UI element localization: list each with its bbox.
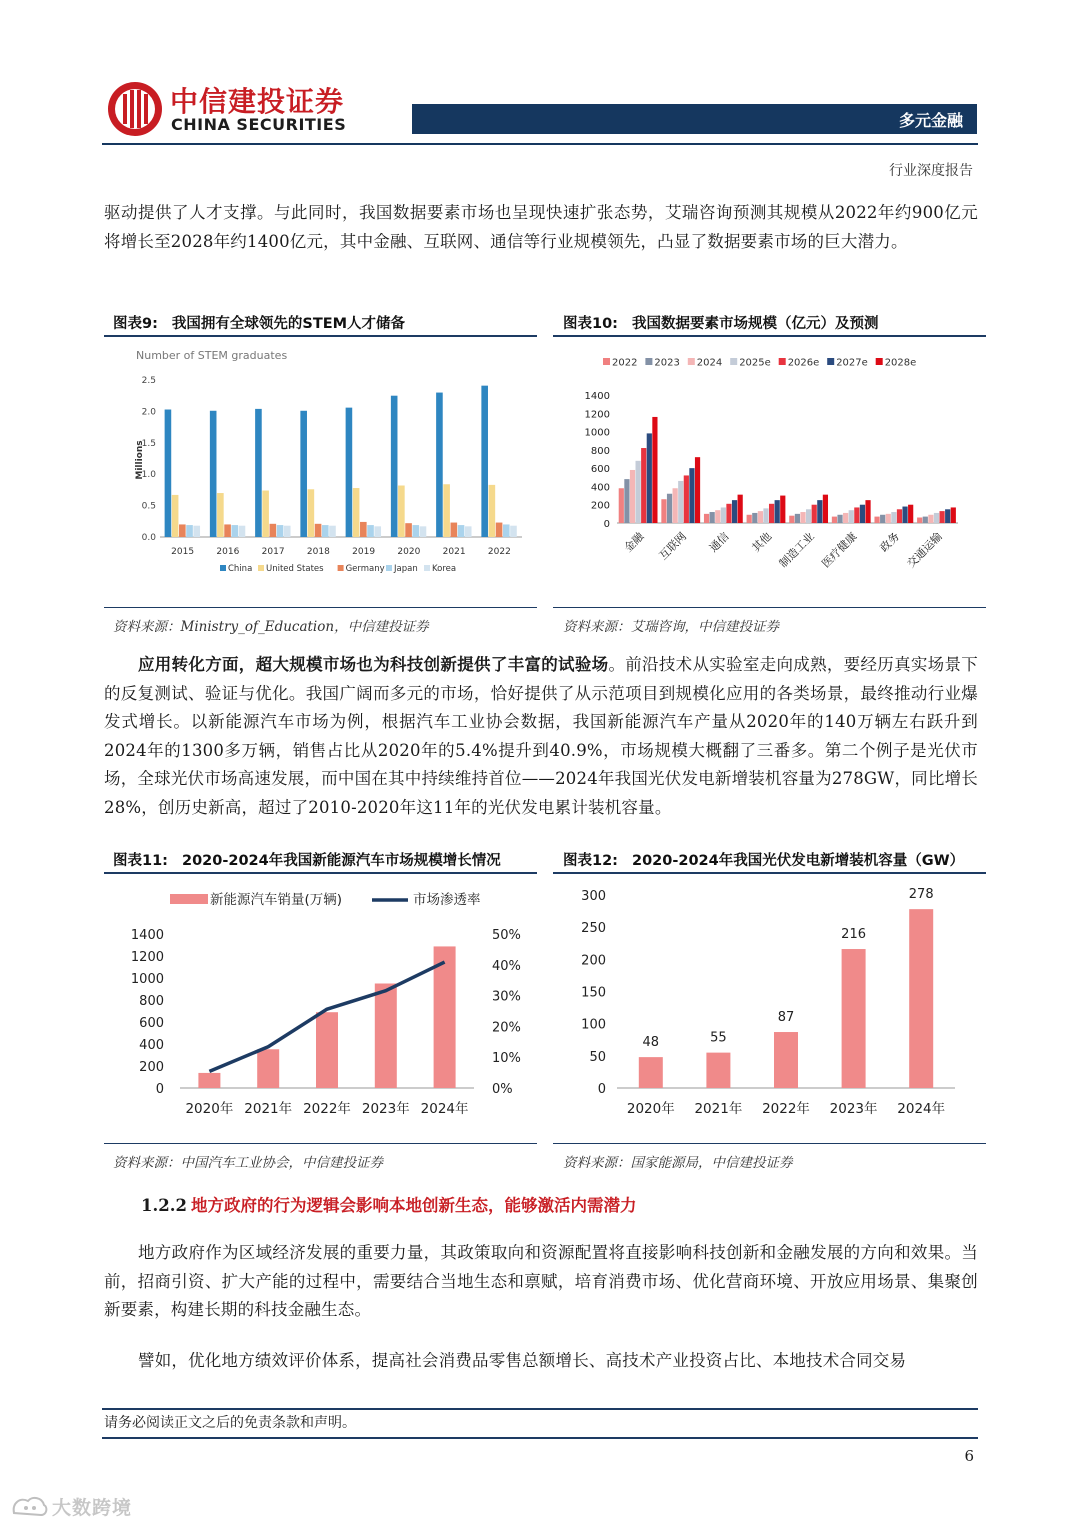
bar-2025e bbox=[763, 508, 768, 523]
legend-label: 2027e bbox=[836, 357, 868, 369]
bar-germany bbox=[315, 524, 322, 537]
y-tick-label: 1.0 bbox=[141, 470, 156, 481]
bar-2028e bbox=[695, 457, 700, 523]
bar-korea bbox=[329, 526, 336, 537]
bar-pv-capacity bbox=[774, 1032, 798, 1088]
bar-2024 bbox=[886, 514, 891, 523]
bar-korea bbox=[465, 526, 472, 537]
x-tick-label: 2021年 bbox=[694, 1101, 743, 1117]
y-tick-label: 1400 bbox=[130, 928, 164, 943]
x-tick-label: 政务 bbox=[877, 529, 903, 555]
bar-japan bbox=[412, 525, 419, 537]
report-type: 行业深度报告 bbox=[889, 163, 973, 179]
bar-pv-capacity bbox=[909, 909, 933, 1088]
y-tick-label: 800 bbox=[590, 445, 610, 457]
legend-label: 2024 bbox=[696, 357, 723, 369]
bar-2023 bbox=[710, 512, 715, 523]
x-tick-label: 2023年 bbox=[829, 1101, 878, 1117]
legend-swatch-bar bbox=[170, 894, 208, 904]
y-tick-label: 200 bbox=[139, 1060, 164, 1075]
bar-2028e bbox=[823, 495, 828, 523]
bar-2025e bbox=[721, 507, 726, 523]
x-tick-label: 2017 bbox=[261, 547, 285, 557]
legend-label: 2028e bbox=[884, 357, 917, 369]
header-rule bbox=[102, 143, 978, 145]
logo-cn: 中信建投证券 bbox=[170, 85, 345, 118]
logo-en: CHINA SECURITIES bbox=[171, 115, 347, 134]
bar-2027e bbox=[902, 507, 907, 523]
bar-china bbox=[391, 396, 398, 537]
bar-2026e bbox=[939, 511, 944, 523]
fig12-bottom-rule bbox=[553, 1143, 986, 1144]
bar-germany bbox=[496, 523, 503, 537]
legend-swatch bbox=[424, 565, 430, 571]
bar-2023 bbox=[752, 513, 757, 523]
x-tick-label: 制造工业 bbox=[776, 529, 817, 571]
y-tick-label: 200 bbox=[581, 953, 606, 969]
y-tick-label: 1200 bbox=[584, 409, 610, 421]
bar-2024 bbox=[928, 515, 933, 523]
bar-china bbox=[300, 411, 307, 537]
y-tick-label: 50 bbox=[589, 1049, 606, 1065]
legend-label: 2025e bbox=[739, 357, 771, 369]
section-banner bbox=[412, 104, 977, 134]
x-tick-label: 2024年 bbox=[420, 1101, 469, 1117]
y2-tick-label: 10% bbox=[492, 1051, 521, 1067]
bar-united-states bbox=[172, 495, 179, 537]
fig12-title-text: 2020-2024年我国光伏发电新增装机容量（GW） bbox=[631, 853, 965, 869]
data-label: 55 bbox=[710, 1030, 727, 1046]
x-tick-label: 2022年 bbox=[762, 1101, 810, 1117]
bar-korea bbox=[420, 526, 427, 537]
bar-united-states bbox=[398, 486, 405, 537]
bar-germany bbox=[451, 523, 458, 537]
china-securities-logo-icon bbox=[106, 80, 164, 138]
y-tick-label: 2.5 bbox=[141, 376, 156, 386]
bar-2027e bbox=[817, 500, 822, 523]
bar-2027e bbox=[689, 468, 694, 523]
page-number: 6 bbox=[964, 1447, 974, 1465]
bar-2022 bbox=[789, 516, 794, 523]
y-tick-label: 250 bbox=[581, 921, 606, 937]
fig10-title-text: 我国数据要素市场规模（亿元）及预测 bbox=[631, 316, 879, 332]
legend-label-bar: 新能源汽车销量(万辆) bbox=[210, 892, 343, 908]
bar-korea bbox=[239, 526, 246, 537]
bar-japan bbox=[277, 525, 284, 537]
bar-2026e bbox=[726, 504, 731, 523]
bar-2026e bbox=[812, 505, 817, 523]
footer-top-rule bbox=[102, 1408, 978, 1410]
paragraph-2 bbox=[104, 651, 978, 822]
bar-2025e bbox=[678, 481, 683, 523]
fig11-bottom-rule bbox=[104, 1143, 537, 1144]
bar-china bbox=[210, 411, 217, 537]
x-tick-label: 2021 bbox=[442, 547, 466, 557]
legend-swatch bbox=[730, 358, 737, 365]
bar-2028e bbox=[951, 507, 956, 523]
fig12-title bbox=[563, 849, 964, 870]
bar-2028e bbox=[908, 505, 913, 523]
legend-swatch bbox=[220, 565, 226, 571]
fig12-top-rule bbox=[553, 872, 986, 874]
legend-swatch bbox=[645, 358, 652, 365]
y-tick-label: 150 bbox=[581, 985, 606, 1001]
bar-2027e bbox=[647, 433, 652, 523]
fig11-top-rule bbox=[104, 872, 537, 874]
fig10-source: 资料来源：艾瑞咨询，中信建投证券 bbox=[563, 619, 779, 635]
legend-swatch bbox=[827, 358, 834, 365]
bar-2022 bbox=[747, 515, 752, 523]
data-market-chart bbox=[553, 340, 986, 602]
fig10-top-rule bbox=[553, 335, 986, 337]
bar-korea bbox=[193, 526, 200, 537]
bar-2023 bbox=[923, 517, 928, 523]
bar-2024 bbox=[758, 511, 763, 523]
legend-label: 2022 bbox=[612, 357, 638, 369]
y2-tick-label: 30% bbox=[492, 989, 521, 1005]
bar-germany bbox=[179, 524, 186, 537]
fig11-source: 资料来源：中国汽车工业协会，中信建投证券 bbox=[113, 1155, 383, 1171]
bar-united-states bbox=[353, 488, 360, 537]
fig9-title-text: 我国拥有全球领先的STEM人才储备 bbox=[171, 316, 406, 332]
x-tick-label: 医疗健康 bbox=[819, 529, 860, 571]
bar-2027e bbox=[732, 500, 737, 523]
y-tick-label: 600 bbox=[139, 1016, 164, 1031]
x-tick-label: 2021年 bbox=[244, 1101, 293, 1117]
bar-2025e bbox=[806, 509, 811, 523]
bar-2022 bbox=[917, 518, 922, 523]
section-title: 地方政府的行为逻辑会影响本地创新生态，能够激活内需潜力 bbox=[190, 1196, 637, 1215]
y-tick-label: 0 bbox=[603, 519, 610, 530]
x-tick-label: 交通运输 bbox=[904, 529, 945, 571]
bar-japan bbox=[322, 525, 329, 537]
fig9-source: 资料来源：Ministry_of_Education，中信建投证券 bbox=[113, 619, 429, 635]
bar-2023 bbox=[667, 494, 672, 523]
bar-2028e bbox=[780, 496, 785, 523]
fig10-title bbox=[563, 312, 878, 333]
bar-2022 bbox=[832, 517, 837, 523]
x-tick-label: 金融 bbox=[621, 529, 647, 555]
fig12-label: 图表12: bbox=[563, 853, 618, 869]
bar-2026e bbox=[769, 504, 774, 523]
y-tick-label: 600 bbox=[590, 464, 610, 476]
bar-japan bbox=[186, 525, 193, 537]
bar-2024 bbox=[800, 512, 805, 523]
legend-swatch bbox=[258, 565, 264, 571]
x-tick-label: 2016 bbox=[216, 547, 240, 557]
bar-china bbox=[436, 393, 443, 537]
x-tick-label: 2023年 bbox=[361, 1101, 410, 1117]
y-tick-label: 400 bbox=[139, 1038, 164, 1053]
x-tick-label: 2022 bbox=[487, 547, 511, 557]
nev-market-chart bbox=[104, 877, 537, 1139]
bar-germany bbox=[270, 524, 277, 537]
x-tick-label: 2018 bbox=[306, 547, 330, 557]
pv-capacity-chart bbox=[553, 877, 986, 1139]
bar-2024 bbox=[715, 510, 720, 523]
y-axis-label: Millions bbox=[135, 440, 145, 480]
y2-tick-label: 0% bbox=[492, 1082, 513, 1097]
data-label: 216 bbox=[841, 927, 867, 943]
fig9-title bbox=[113, 312, 405, 333]
bar-pv-capacity bbox=[842, 949, 866, 1088]
watermark-text: 大数跨境 bbox=[52, 1497, 133, 1519]
bar-germany bbox=[360, 522, 367, 537]
bar-nev-sales bbox=[375, 984, 397, 1089]
legend-label-line: 市场渗透率 bbox=[413, 892, 481, 908]
chart-title: Number of STEM graduates bbox=[136, 349, 288, 362]
bar-nev-sales bbox=[257, 1049, 279, 1088]
bar-2023 bbox=[837, 515, 842, 523]
bar-pv-capacity bbox=[639, 1057, 663, 1088]
legend-swatch bbox=[876, 358, 883, 365]
section-name: 多元金融 bbox=[898, 111, 963, 130]
y2-tick-label: 50% bbox=[492, 928, 521, 943]
y2-tick-label: 40% bbox=[492, 958, 521, 974]
x-tick-label: 2022年 bbox=[303, 1101, 351, 1117]
data-label: 278 bbox=[908, 887, 934, 903]
bar-china bbox=[165, 410, 172, 537]
y-tick-label: 2.0 bbox=[141, 407, 156, 418]
bar-2025e bbox=[636, 461, 641, 523]
bar-japan bbox=[367, 525, 374, 537]
y-tick-label: 0 bbox=[155, 1082, 164, 1097]
y-tick-label: 300 bbox=[581, 889, 606, 904]
fig10-bottom-rule bbox=[553, 607, 986, 608]
bar-2022 bbox=[661, 499, 666, 523]
bar-2022 bbox=[704, 514, 709, 523]
watermark-logo-icon bbox=[10, 1493, 50, 1519]
bar-nev-sales bbox=[198, 1073, 220, 1088]
fig12-source: 资料来源：国家能源局，中信建投证券 bbox=[563, 1155, 793, 1171]
bar-germany bbox=[405, 523, 412, 537]
y-tick-label: 1.5 bbox=[141, 438, 156, 449]
footer-bottom-rule bbox=[102, 1437, 978, 1439]
bar-japan bbox=[231, 525, 238, 537]
y-tick-label: 100 bbox=[581, 1017, 606, 1033]
bar-2023 bbox=[795, 514, 800, 523]
legend-label: Germany bbox=[345, 564, 385, 574]
legend-swatch bbox=[338, 565, 344, 571]
fig11-title bbox=[113, 849, 501, 870]
legend-swatch bbox=[688, 358, 695, 365]
legend-label: Korea bbox=[432, 564, 457, 574]
bar-2028e bbox=[865, 500, 870, 523]
legend-swatch bbox=[603, 358, 610, 365]
y-tick-label: 200 bbox=[590, 500, 610, 512]
y-tick-label: 1200 bbox=[130, 950, 164, 965]
bar-2028e bbox=[652, 417, 657, 523]
section-heading bbox=[141, 1192, 636, 1216]
bar-2027e bbox=[775, 500, 780, 523]
x-tick-label: 通信 bbox=[706, 529, 732, 555]
bar-china bbox=[481, 386, 488, 537]
disclaimer: 请务必阅读正文之后的免责条款和声明。 bbox=[104, 1415, 356, 1431]
paragraph-4: 譬如，优化地方绩效评价体系，提高社会消费品零售总额增长、高技术产业投资占比、本地技术合同交易 bbox=[138, 1351, 907, 1370]
fig9-top-rule bbox=[104, 335, 537, 337]
bar-2025e bbox=[934, 513, 939, 523]
bar-united-states bbox=[262, 491, 269, 537]
data-label: 87 bbox=[777, 1010, 795, 1026]
legend-swatch bbox=[779, 358, 786, 365]
y-tick-label: 400 bbox=[590, 482, 610, 494]
bar-2025e bbox=[849, 510, 854, 523]
x-tick-label: 2020 bbox=[397, 547, 421, 557]
paragraph-3: 地方政府作为区域经济发展的重要力量，其政策取向和资源配置将直接影响科技创新和金融发展的方向和效果。当前，招商引资、扩大产能的过程中，需要结合当地生态和禀赋，培育消费市场、优化营商环境、开放应用场景、集聚创新要素，构建长期的科技金融生态。 bbox=[104, 1243, 978, 1319]
bar-2025e bbox=[891, 512, 896, 523]
bar-2026e bbox=[641, 448, 646, 523]
bar-united-states bbox=[308, 489, 315, 537]
x-tick-label: 2019 bbox=[352, 547, 376, 557]
legend-label: Japan bbox=[394, 564, 418, 574]
y-tick-label: 1000 bbox=[584, 427, 610, 439]
bar-2022 bbox=[874, 517, 879, 523]
fig10-label: 图表10: bbox=[563, 316, 618, 332]
y-tick-label: 0.0 bbox=[141, 533, 156, 543]
x-tick-label: 互联网 bbox=[656, 529, 690, 563]
legend-swatch bbox=[386, 565, 392, 571]
bar-2022 bbox=[619, 488, 624, 523]
bar-china bbox=[346, 408, 353, 537]
bar-2023 bbox=[880, 515, 885, 523]
x-tick-label: 2020年 bbox=[626, 1101, 675, 1117]
bar-united-states bbox=[217, 493, 224, 537]
section-number: 1.2.2 bbox=[141, 1196, 187, 1215]
bar-japan bbox=[503, 524, 510, 537]
y-tick-label: 1000 bbox=[130, 972, 164, 987]
stem-graduates-chart bbox=[104, 340, 537, 602]
bar-china bbox=[255, 409, 262, 537]
bar-germany bbox=[224, 524, 231, 537]
y2-tick-label: 20% bbox=[492, 1020, 521, 1036]
x-tick-label: 2024年 bbox=[897, 1101, 946, 1117]
bar-korea bbox=[510, 526, 517, 537]
bar-united-states bbox=[443, 484, 450, 537]
legend-label: China bbox=[228, 564, 253, 574]
x-tick-label: 2020年 bbox=[185, 1101, 234, 1117]
bar-2028e bbox=[738, 495, 743, 523]
y-tick-label: 800 bbox=[139, 994, 164, 1009]
bar-nev-sales bbox=[316, 1012, 338, 1088]
fig9-bottom-rule bbox=[104, 607, 537, 608]
bar-2026e bbox=[854, 507, 859, 523]
paragraph-1: 驱动提供了人才支撑。与此同时，我国数据要素市场也呈现快速扩张态势，艾瑞咨询预测其规模从2022年约900亿元将增长至2028年约1400亿元，其中金融、互联网、通信等行业规模领先，凸显了数据要素市场的巨大潜力。 bbox=[104, 203, 978, 251]
fig11-label: 图表11: bbox=[113, 853, 168, 869]
y-tick-label: 0 bbox=[597, 1082, 606, 1097]
bar-2023 bbox=[624, 479, 629, 523]
y-tick-label: 0.5 bbox=[141, 501, 156, 512]
bar-2027e bbox=[860, 505, 865, 523]
fig9-label: 图表9: bbox=[113, 316, 158, 332]
legend-label: 2026e bbox=[787, 357, 820, 369]
bar-korea bbox=[284, 526, 291, 537]
legend-label: 2023 bbox=[654, 357, 680, 369]
bar-2026e bbox=[897, 509, 902, 523]
bar-2026e bbox=[684, 475, 689, 523]
bar-2027e bbox=[945, 509, 950, 523]
legend-label: United States bbox=[266, 564, 324, 574]
bar-2024 bbox=[673, 488, 678, 523]
bar-united-states bbox=[489, 485, 496, 537]
x-tick-label: 其他 bbox=[749, 529, 775, 555]
y-tick-label: 1400 bbox=[584, 391, 610, 402]
paragraph-2-rest: 。前沿技术从实验室走向成熟，要经历真实场景下的反复测试、验证与优化。我国广阔而多元的市场，恰好提供了从示范项目到规模化应用的各类场景，最终推动行业爆发式增长。以新能源汽车市场为例，根据汽车工业协会数据，我国新能源汽车产量从2020年的140万辆左右跃升到2024年的1300多万辆，销售占比从2020年的5.4%提升到40.9%，市场规模大概翻了三番多。第二个例子是光伏市场，全球光伏市场高速发展，而中国在其中持续维持首位——2024年我国光伏发电新增装机容量为278GW，同比增长28%，创历史新高，超过了2010-2020年这11年的光伏发电累计装机容量。 bbox=[104, 655, 978, 817]
bar-korea bbox=[374, 526, 381, 537]
x-tick-label: 2015 bbox=[171, 547, 195, 557]
data-label: 48 bbox=[642, 1035, 660, 1051]
bar-pv-capacity bbox=[706, 1053, 730, 1088]
bar-2024 bbox=[630, 470, 635, 523]
fig11-title-text: 2020-2024年我国新能源汽车市场规模增长情况 bbox=[181, 853, 501, 869]
bar-2024 bbox=[843, 513, 848, 523]
paragraph-2-bold: 应用转化方面，超大规模市场也为科技创新提供了丰富的试验场 bbox=[138, 655, 609, 674]
bar-japan bbox=[458, 525, 465, 537]
